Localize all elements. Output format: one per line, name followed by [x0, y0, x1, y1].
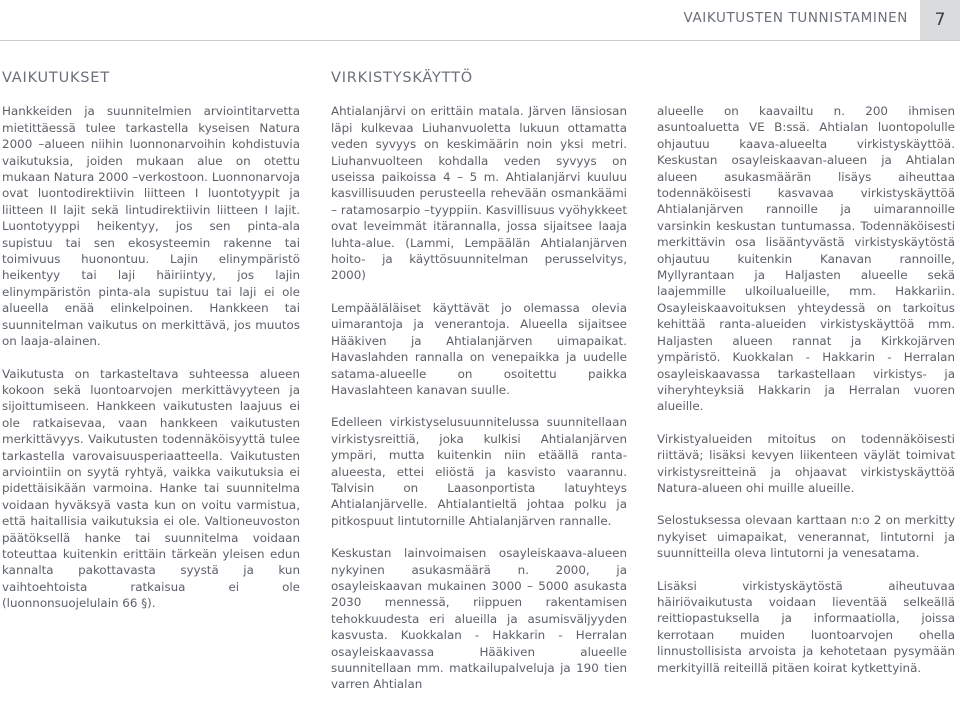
paragraph: alueelle on kaavailtu n. 200 ihmisen asuntoaluetta VE B:ssä. Ahtialan luontopolulle ohjautuu kaava-alueelta virkistyskäyttöä. Keskustan osayleiskaavan-alueen ja Ahtialan alueen asukasmäärän lisäys aiheuttaa todennäköisesti kasvavaa virkistyskäyttöä Ahtialanjärven rannoille ja uimarannoille varsinkin keskustan tuntumassa. Todennäköisesti merkittävin osa lisääntyvästä virkistyskäytöstä ohjautuu kuitenkin Kanavan rannoille, Myllyrantaan ja Haljasten alueelle sekä laajemmille ulkoilualueille, mm. Hakkariin. Osayleiskaavoituksen yhteydessä on tarkoitus kehittää ranta-alueiden virkistyskäyttöä mm. Haljasten alueen rannat ja Kirkkojärven ympäristö. Kuokkalan - Hakkarin - Herralan osayleiskaavassa tarkastellaan virkistys- ja viheryhteyksiä Hakkarin ja Herralan vuoren alueille.: [657, 104, 955, 414]
paragraph: Selostuksessa olevaan karttaan n:o 2 on merkitty nykyiset uimapaikat, venerannat, lintutorni ja suunnitteilla oleva lintutorni ja venesatama.: [657, 513, 955, 561]
column-virkistyskaytto-continued: [657, 103, 955, 692]
column-vaikutukset: [2, 70, 300, 628]
paragraph: Lempääläläiset käyttävät jo olemassa olevia uimarantoja ja venerantoja. Alueella sijaitsee Hääkiven ja Ahtialanjärven uimapaikat. Havaslahden rannalla on venepaikka ja uudelle satama-alueelle on osoitettu paikka Havaslahteen kanavan suulle.: [331, 300, 627, 397]
paragraph: Virkistyalueiden mitoitus on todennäköisesti riittävä; lisäksi kevyen liikenteen väylät toimivat virkistysreitteinä ja ohjaavat virkistyskäyttöä Natura-alueen ohi muille alueille.: [657, 431, 955, 495]
section-title-virkistyskaytto: VIRKISTYSKÄYTTÖ: [331, 70, 473, 86]
paragraph: Hankkeiden ja suunnitelmien arviointitarvetta mietittäessä tulee tarkastella kyseisen Natura 2000 –alueen niihin luonnonarvoihin kohdistuvia vaikutuksia, joiden mukaan alue on otettu mukaan Natura 2000 –verkostoon. Luonnonarvoja ovat luontodirektiivin liitteen I luontotyypit ja liitteen II lajit sekä lintudirektiivin liitteen I lajit. Luontotyyppi heikentyy, jos sen pinta-ala supistuu tai sen ekosysteemin rakenne tai toimivuus huonontuu. Lajin elinympäristö heikentyy tai laji häiriintyy, jos lajin elinympäristön pinta-ala supistuu tai laji ei ole alueella enää elinkelpoinen. Hankkeen tai suunnitelman vaikutus on merkittävä, jos muutos on laaja-alainen.: [2, 104, 300, 349]
paragraph: Keskustan lainvoimaisen osayleiskaava-alueen nykyinen asukasmäärä n. 2000, ja osayleiskaavan mukainen 3000 – 5000 asukasta 2030 mennessä, riippuen rakentamisen tehokkuudesta eri alueilla ja asumisväljyyden kasvusta. Kuokkalan - Hakkarin - Herralan osayleiskaavassa Hääkiven alueelle suunnitellaan mm. matkailupalveluja ja 190 tien varren Ahtialan: [331, 546, 627, 692]
paragraph: Ahtialanjärvi on erittäin matala. Järven länsiosan läpi kulkevaa Liuhanvuoletta lukuun ottamatta veden syvyys on keskimäärin noin yksi metri. Liuhanvuolteen kohdalla veden syvyys on useissa paikoissa 4 – 5 m. Ahtialanjärvi kuuluu kasvillisuuden perusteella rehevään osmankäämi – ratamosarpio –tyyppiin. Kasvillisuus vyöhykkeet ovat leveimmät itärannalla, jossa sijaitsee laaja luhta-alue. (Lammi, Lempäälän Ahtialanjärven hoito- ja käyttösuunnitelman perusselvitys, 2000): [331, 104, 627, 283]
paragraph: Vaikutusta on tarkasteltava suhteessa alueen kokoon sekä luontoarvojen merkittävyyteen ja sijoittumiseen. Hankkeen vaikutusten laajuus ei ole ratkaisevaa, vaan hankkeen vaikutusten merkittävyys. Vaikutusten todennäköisyyttä tulee tarkastella varovaisuusperiaatteella. Vaikutusten arviointiin on syytä ryhtyä, vaikka vaikutuksia ei pidettäisikään varmoina. Hanke tai suunnitelma voidaan hyväksyä vasta kun on voitu varmistua, että haitallisia vaikutuksia ei ole. Valtioneuvoston päätöksellä hanke tai suunnitelma voidaan toteuttaa kuitenkin erittäin tärkeän yleisen edun kannalta pakottavasta syystä ja kun vaihtoehtoista ratkaisua ei ole (luonnonsuojelulain 66 §).: [2, 366, 300, 611]
paragraph: Edelleen virkistyselusuunnitelussa suunnitellaan virkistysreittiä, joka kulkisi Ahtialanjärven ympäri, mutta kuitenkin niin etäällä ranta-alueesta, ettei eliöstä ja kasvisto vaarannu. Talvisin on Laasonportista latuyhteys Ahtialanjärvelle. Ahtialantieltä johtaa polku ja pitkospuut lintutornille Ahtialanjärven rannalle.: [331, 415, 627, 528]
page-number: 7: [920, 0, 960, 40]
running-head: VAIKUTUSTEN TUNNISTAMINEN: [683, 10, 908, 26]
column-virkistyskaytto: [331, 70, 627, 709]
section-title-vaikutukset: VAIKUTUKSET: [2, 70, 110, 86]
paragraph: Lisäksi virkistyskäytöstä aiheutuvaa häiriövaikutusta voidaan lieventää selkeällä reittiopastuksella ja informaatiolla, joissa kerrotaan muiden luontoarvojen ohella linnustollisista arvoista ja kehotetaan pysymään merkityillä reiteillä pitäen koirat kytkettyinä.: [657, 578, 955, 675]
